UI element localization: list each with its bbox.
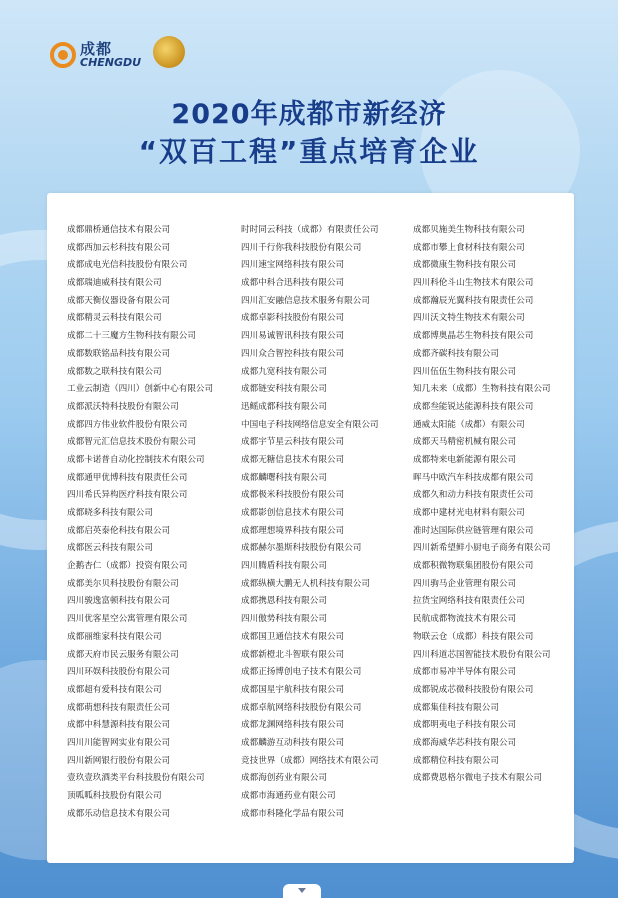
company-list-item: 拉货宝网络科技有限责任公司 [413,596,525,607]
company-list-item: 成都携恩科技有限公司 [241,596,327,607]
company-list-item: 工业云制造（四川）创新中心有限公司 [67,384,214,395]
company-list-item: 四川优客星空公寓管理有限公司 [67,614,188,625]
company-list-item: 四川易诚智讯科技有限公司 [241,331,345,342]
company-list-item: 成都龙渊网络科技有限公司 [241,720,345,731]
company-list-item: 成都精位科技有限公司 [413,755,499,766]
company-list-item: 成都海威华芯科技有限公司 [413,737,517,748]
company-list-item: 物联云仓（成都）科技有限公司 [413,631,534,642]
company-list-item: 成都瀚辰光翼科技有限责任公司 [413,295,534,306]
double-hundred-logo [148,36,190,68]
company-list-item: 成都西加云杉科技有限公司 [67,242,171,253]
double-hundred-emblem-icon [153,36,185,68]
company-list-item: 成都贝施美生物科技有限公司 [413,225,525,235]
logo-en-text: CHENGDU [80,56,142,69]
company-list-item: 成都链安科技有限公司 [241,384,327,395]
company-list-item: 成都特来电新能源有限公司 [413,454,517,465]
company-list-item: 通威太阳能（成都）有限公司 [413,419,525,430]
company-list-item: 成都四方伟业软件股份有限公司 [67,419,188,430]
company-list-item: 成都国星宇航科技有限公司 [241,684,345,695]
company-list-item: 成都费恩格尔微电子技术有限公司 [413,773,542,784]
company-list-item: 成都卓影科技股份有限公司 [241,313,345,324]
company-list-item: 晖马中欧汽车科技成都有限公司 [413,472,534,483]
company-list-item: 成都天衡仪器设备有限公司 [67,295,171,306]
chevron-down-icon [298,888,306,893]
company-list-item: 成都丽维家科技有限公司 [67,631,162,642]
company-list-item: 成都卡诺普自动化控制技术有限公司 [67,454,205,465]
company-list-item: 成都市易冲半导体有限公司 [413,667,517,678]
company-list-item: 成都久和动力科技有限责任公司 [413,490,534,501]
company-list-item: 竞技世界（成都）网络技术有限公司 [241,755,379,766]
company-list-item: 四川希氏异构医疗科技有限公司 [67,490,188,501]
company-list-item: 成都麟游互动科技有限公司 [241,737,345,748]
company-list-item: 成都微康生物科技有限公司 [413,260,517,271]
company-list-item: 四川骏逸富顿科技有限公司 [67,596,171,607]
company-list-item: 知几未来（成都）生物科技有限公司 [413,384,551,395]
company-list-item: 成都市攀上食材科技有限公司 [413,242,525,253]
company-list-item: 成都锐成芯微科技股份有限公司 [413,684,534,695]
company-list-item: 成都二十三魔方生物科技有限公司 [67,331,196,342]
header [0,0,618,190]
company-list-item: 成都中科慧源科技有限公司 [67,720,171,731]
chengdu-logo [50,42,141,68]
company-list-item: 壹玖壹玖酒类平台科技股份有限公司 [67,773,205,784]
company-list-item: 成都无糖信息技术有限公司 [241,454,345,465]
company-list-item: 成都鼎桥通信技术有限公司 [67,225,171,235]
company-list-item: 成都宇节星云科技有限公司 [241,437,345,448]
company-list-item: 四川科道芯国智能技术股份有限公司 [413,649,551,660]
company-list-item: 成都启英泰伦科技有限公司 [67,525,171,536]
company-list-item: 成都天府市民云服务有限公司 [67,649,179,660]
company-list-item: 成都晓多科技有限公司 [67,508,153,518]
chengdu-emblem-icon [50,42,76,68]
company-column-2 [241,222,379,823]
company-list-item: 四川千行你我科技股份有限公司 [241,242,362,253]
company-list-item: 成都精灵云科技有限公司 [67,313,162,324]
company-list-item: 成都智元汇信息技术股份有限公司 [67,437,196,448]
company-list-item: 成都美尔贝科技股份有限公司 [67,578,179,589]
company-list-item: 四川速宝网络科技有限公司 [241,260,345,271]
company-list-item: 民航成都物流技术有限公司 [413,614,517,625]
company-list-item: 成都医云科技有限公司 [67,543,153,554]
company-list-item: 四川环娱科技股份有限公司 [67,667,171,678]
company-list-item: 成都集佳科技有限公司 [413,702,499,713]
company-list-item: 四川新希望鲜小厨电子商务有限公司 [413,543,551,554]
company-list-item: 成都齐碳科技有限公司 [413,348,499,359]
company-list-item: 四川伍伍生物科技有限公司 [413,366,517,377]
company-list-item: 成都极米科技股份有限公司 [241,490,345,501]
company-list-item: 成都赫尔墨斯科技股份有限公司 [241,543,362,554]
company-list-item: 四川沃文特生物技术有限公司 [413,313,525,324]
company-list-item: 时时同云科技（成都）有限责任公司 [241,225,379,235]
company-list-item: 成都派沃特科技股份有限公司 [67,401,179,412]
company-list-item: 成都新橙北斗智联有限公司 [241,649,345,660]
logo-cn-text: 成都 [80,40,113,58]
company-list-item: 四川驹马企业管理有限公司 [413,578,517,589]
company-list-item: 成都市海通药业有限公司 [241,791,336,801]
company-list-item: 成都数联铭品科技有限公司 [67,348,171,359]
company-list-item: 四川傲势科技有限公司 [241,614,327,625]
company-list-item: 成都九宽科技有限公司 [241,366,327,377]
company-list-panel [47,193,574,863]
company-list-item: 成都正扬博创电子技术有限公司 [241,667,362,678]
company-list-item: 成都乐动信息技术有限公司 [67,808,171,819]
scroll-down-tab[interactable] [283,884,321,898]
company-list-item: 成都博奥晶芯生物科技有限公司 [413,331,534,342]
company-list-item: 成都麟曙科技有限公司 [241,472,327,483]
company-list-item: 迅鳐成都科技有限公司 [241,401,327,412]
company-list-item: 成都理想境界科技有限公司 [241,525,345,536]
company-list-item: 成都中科合迅科技有限公司 [241,278,345,289]
company-list-item: 成都影创信息技术有限公司 [241,508,345,518]
company-column-1 [67,222,213,823]
company-list-item: 成都中建材光电材料有限公司 [413,508,525,518]
company-list-item: 顶呱呱科技股份有限公司 [67,791,162,801]
company-list-item: 企鹅杏仁（成都）投资有限公司 [67,561,188,572]
company-list-item: 中国电子科技网络信息安全有限公司 [241,419,379,430]
company-list-item: 准时达国际供应链管理有限公司 [413,525,534,536]
company-list-item: 成都成电光信科技股份有限公司 [67,260,188,271]
company-list-item: 四川新网银行股份有限公司 [67,755,171,766]
page-title-line1: 2020年成都市新经济 [171,99,447,130]
company-list-item: 四川腾盾科技有限公司 [241,561,327,572]
company-list-item: 成都通甲优博科技有限责任公司 [67,472,188,483]
company-list-item: 四川科伦斗山生物技术有限公司 [413,278,534,289]
company-list-item: 成都明夷电子科技有限公司 [413,720,517,731]
company-list-item: 四川众合智控科技有限公司 [241,348,345,359]
company-list-item: 成都卓航网络科技股份有限公司 [241,702,362,713]
company-list-item: 成都国卫通信技术有限公司 [241,631,345,642]
company-list-item: 成都纵横大鹏无人机科技有限公司 [241,578,370,589]
company-list-item: 成都海创药业有限公司 [241,773,327,784]
company-list-item: 成都超有爱科技有限公司 [67,684,162,695]
company-column-3 [413,222,551,788]
company-list-item: 成都数之联科技有限公司 [67,366,162,377]
company-list-item: 四川川能智网实业有限公司 [67,737,171,748]
company-list-item: 成都叁能锐达能源科技有限公司 [413,401,534,412]
company-list-item: 成都瑞迪威科技有限公司 [67,278,162,289]
company-list-item: 成都天马精密机械有限公司 [413,437,517,448]
page-title-line2: “双百工程”重点培育企业 [138,135,480,168]
company-list-item: 成都积微物联集团股份有限公司 [413,561,534,572]
company-list-item: 四川汇安融信息技术服务有限公司 [241,295,370,306]
company-list-item: 成都市科隆化学品有限公司 [241,808,345,819]
company-list-item: 成都萌想科技有限责任公司 [67,702,171,713]
